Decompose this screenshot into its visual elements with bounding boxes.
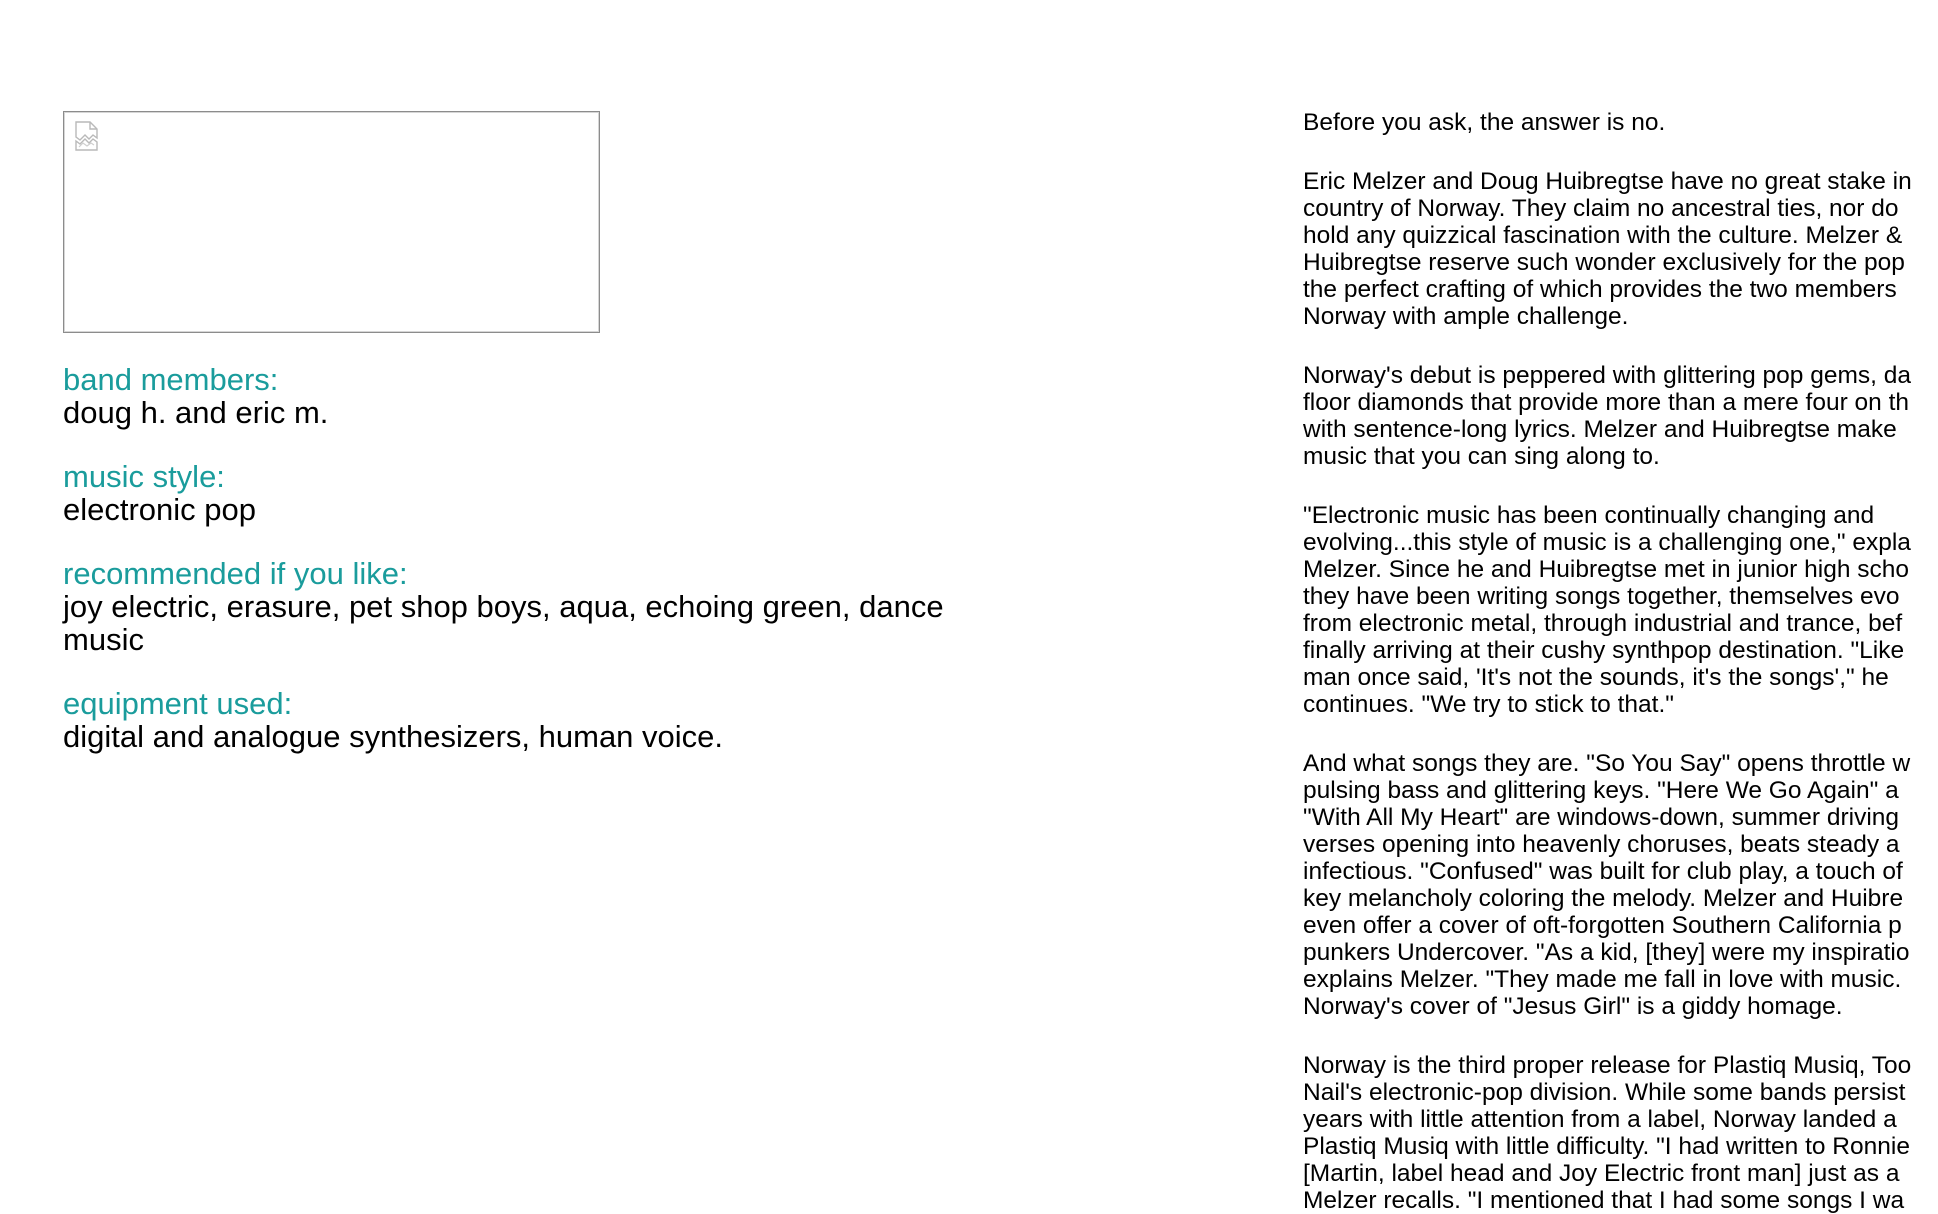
article-line: "With All My Heart" are windows-down, summer driving (1303, 804, 1900, 831)
article-line: Melzer recalls. "I mentioned that I had some songs I wa (1303, 1187, 1905, 1214)
article-line: with sentence-long lyrics. Melzer and Huibregtse make (1303, 416, 1897, 443)
article-line: they have been writing songs together, themselves evo (1303, 583, 1900, 610)
band-members-value: doug h. and eric m. (63, 395, 329, 430)
music-style-label: music style: (63, 459, 225, 494)
article-line: infectious. "Confused" was built for club play, a touch of (1303, 858, 1903, 885)
band-info-list (63, 363, 1023, 784)
article-line: Norway with ample challenge. (1303, 303, 1629, 330)
equipment-label: equipment used: (63, 686, 293, 721)
article-paragraph (1303, 1052, 1938, 1214)
article-line: man once said, 'It's not the sounds, it's the songs'," he (1303, 664, 1889, 691)
article-paragraph (1303, 362, 1938, 470)
article-line: punkers Undercover. "As a kid, [they] were my inspiratio (1303, 939, 1910, 966)
article-line: from electronic metal, through industrial and trance, bef (1303, 610, 1903, 637)
article-paragraph (1303, 168, 1938, 330)
article-line: even offer a cover of oft-forgotten Southern California p (1303, 912, 1902, 939)
equipment-block (63, 687, 1023, 753)
article-paragraph (1303, 109, 1938, 136)
article-line: hold any quizzical fascination with the culture. Melzer & (1303, 222, 1903, 249)
article-line: Huibregtse reserve such wonder exclusively for the pop (1303, 249, 1905, 276)
article-line: the perfect crafting of which provides the two members (1303, 276, 1897, 303)
article-line: music that you can sing along to. (1303, 443, 1660, 470)
article-line: evolving...this style of music is a challenging one," expla (1303, 529, 1911, 556)
article-paragraph (1303, 750, 1938, 1020)
recommended-label: recommended if you like: (63, 556, 408, 591)
band-members-label: band members: (63, 362, 279, 397)
article-line: Nail's electronic-pop division. While some bands persist (1303, 1079, 1906, 1106)
broken-image-icon (74, 121, 100, 151)
band-photo-placeholder (63, 111, 600, 333)
music-style-value: electronic pop (63, 492, 257, 527)
music-style-block (63, 460, 1023, 526)
article-line: Melzer. Since he and Huibregtse met in junior high scho (1303, 556, 1910, 583)
article-line: Before you ask, the answer is no. (1303, 109, 1666, 136)
article-line: [Martin, label head and Joy Electric front man] just as a (1303, 1160, 1900, 1187)
article-line: Eric Melzer and Doug Huibregtse have no great stake in (1303, 168, 1912, 195)
article-line: years with little attention from a label, Norway landed a (1303, 1106, 1897, 1133)
recommended-value-line: music (63, 622, 144, 657)
article-line: Plastiq Musiq with little difficulty. "I had written to Ronnie (1303, 1133, 1910, 1160)
article-line: finally arriving at their cushy synthpop destination. "Like (1303, 637, 1905, 664)
band-members-block (63, 363, 1023, 429)
article-line: And what songs they are. "So You Say" opens throttle w (1303, 750, 1911, 777)
recommended-block (63, 557, 1023, 656)
article-body (1303, 109, 1938, 1214)
article-line: Norway's cover of "Jesus Girl" is a giddy homage. (1303, 993, 1843, 1020)
article-line: Norway is the third proper release for Plastiq Musiq, Too (1303, 1052, 1912, 1079)
article-line: verses opening into heavenly choruses, beats steady a (1303, 831, 1900, 858)
article-paragraph (1303, 502, 1938, 718)
article-line: explains Melzer. "They made me fall in love with music. (1303, 966, 1902, 993)
recommended-value-line: joy electric, erasure, pet shop boys, aqua, echoing green, dance (63, 589, 944, 624)
article-line: "Electronic music has been continually changing and (1303, 502, 1875, 529)
article-line: key melancholy coloring the melody. Melzer and Huibre (1303, 885, 1904, 912)
article-line: pulsing bass and glittering keys. "Here We Go Again" a (1303, 777, 1899, 804)
article-line: floor diamonds that provide more than a mere four on th (1303, 389, 1910, 416)
article-line: Norway's debut is peppered with glittering pop gems, da (1303, 362, 1911, 389)
article-line: continues. "We try to stick to that." (1303, 691, 1674, 718)
equipment-value: digital and analogue synthesizers, human voice. (63, 719, 724, 754)
article-line: country of Norway. They claim no ancestral ties, nor do (1303, 195, 1899, 222)
